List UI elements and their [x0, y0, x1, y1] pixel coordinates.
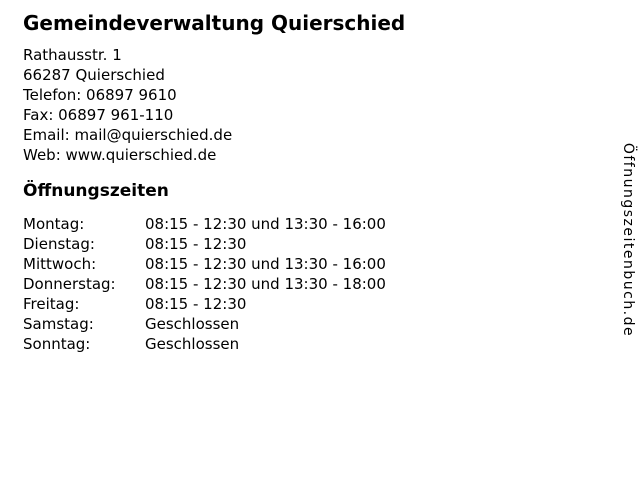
time-value: 08:15 - 12:30	[145, 235, 247, 253]
day-label: Montag:	[23, 215, 85, 233]
time-value: 08:15 - 12:30	[145, 295, 247, 313]
time-value: Geschlossen	[145, 335, 240, 353]
time-value: Geschlossen	[145, 315, 240, 333]
opening-hours-row	[23, 334, 600, 354]
opening-hours-row	[23, 294, 600, 314]
day-label: Sonntag:	[23, 335, 91, 353]
time-value: 08:15 - 12:30 und 13:30 - 16:00	[145, 255, 386, 273]
address-street: Rathausstr. 1	[23, 46, 122, 64]
address-block	[23, 45, 600, 165]
time-value: 08:15 - 12:30 und 13:30 - 16:00	[145, 215, 386, 233]
opening-hours-row	[23, 314, 600, 334]
address-email: Email: mail@quierschied.de	[23, 126, 233, 144]
watermark-vertical-text: Öffnungszeitenbuch.de	[620, 142, 636, 338]
day-label: Mittwoch:	[23, 255, 97, 273]
day-label: Samstag:	[23, 315, 94, 333]
day-label: Freitag:	[23, 295, 80, 313]
address-web: Web: www.quierschied.de	[23, 146, 217, 164]
day-label: Donnerstag:	[23, 275, 116, 293]
opening-hours-row	[23, 214, 600, 234]
opening-hours-heading: Öffnungszeiten	[23, 181, 169, 201]
day-label: Dienstag:	[23, 235, 95, 253]
page-title: Gemeindeverwaltung Quierschied	[23, 11, 406, 35]
address-phone: Telefon: 06897 9610	[23, 86, 177, 104]
time-value: 08:15 - 12:30 und 13:30 - 18:00	[145, 275, 386, 293]
address-fax: Fax: 06897 961-110	[23, 106, 174, 124]
opening-hours-row	[23, 274, 600, 294]
opening-hours-row	[23, 254, 600, 274]
opening-hours-row	[23, 234, 600, 254]
opening-hours-table	[23, 214, 600, 354]
address-city: 66287 Quierschied	[23, 66, 165, 84]
